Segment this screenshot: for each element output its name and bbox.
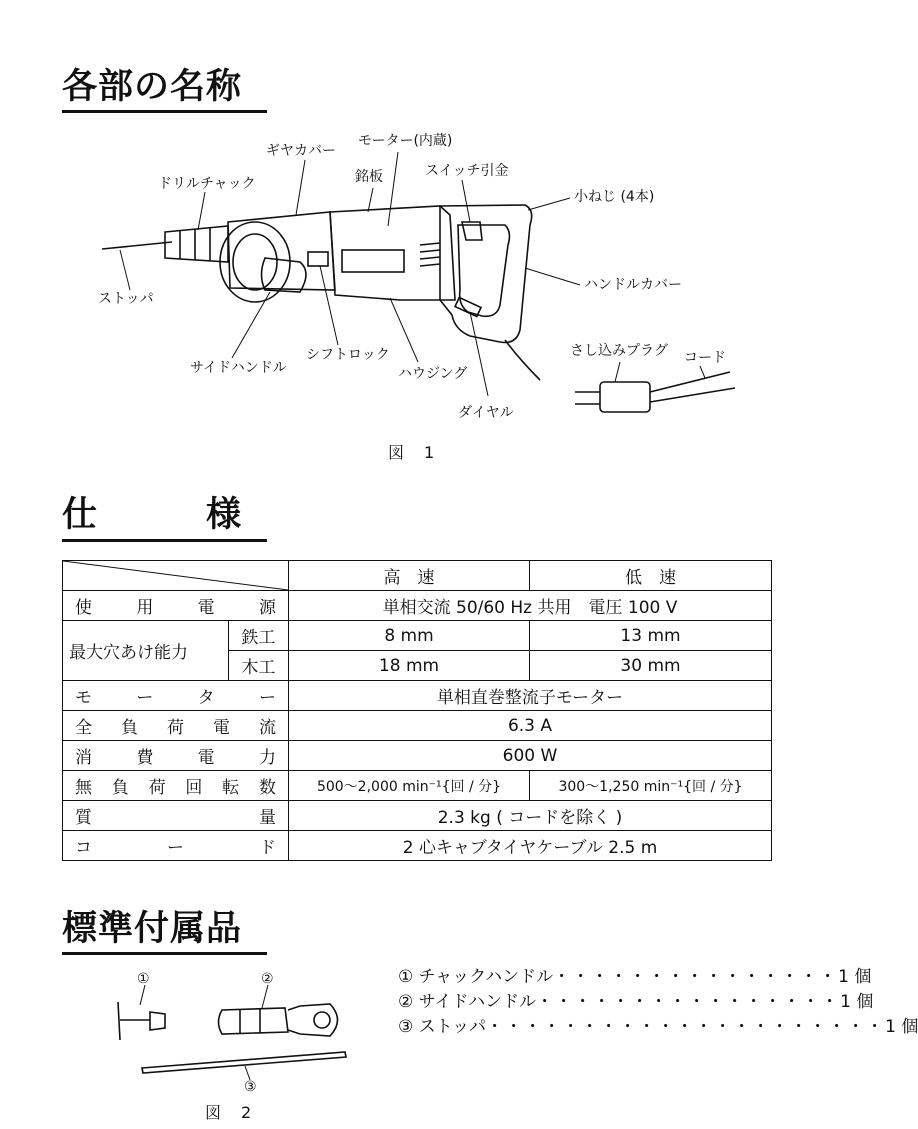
row-label-capacity: 最大穴あけ能力 [63,621,229,681]
row-label-speed: 無 負 荷 回 転 数 [63,771,289,801]
accessory-item: ③ ストッパ・・・・・・・・・・・・・・・・・・・・・1 個 [398,1017,918,1037]
side-handle-body [219,1008,289,1034]
figure1-caption: 図 1 [388,443,437,462]
row-label-power: 使 用 電 源 [63,591,289,621]
label-gear-cover: ギヤカバー [266,143,336,159]
value-motor: 単相直巻整流子モーター [289,681,772,711]
chuck-handle-bar [118,1002,120,1040]
label-shift-lock: シフトロック [306,347,390,363]
label-cord: コード [684,350,726,366]
header-low-speed: 低 速 [530,561,772,591]
section-title-accessories: 標準付属品 [62,909,243,949]
value-speed-low: 300～1,250 min⁻¹{回 / 分} [530,771,772,801]
row-label-current: 全 負 荷 電 流 [63,711,289,741]
value-cord: 2 心キャブタイヤケーブル 2.5 m [289,831,772,861]
chuck-handle-gear [150,1012,165,1030]
marker-3: ③ [244,1079,257,1095]
row-label-motor: モ ー タ ー [63,681,289,711]
value-current: 6.3 A [289,711,772,741]
label-dial: ダイヤル [458,405,514,421]
label-motor: モーター(内蔵) [358,133,453,149]
row-label-mass: 質 量 [63,801,289,831]
value-wood-high: 18 mm [289,651,530,681]
label-housing: ハウジング [398,366,468,382]
accessory-item: ① チャックハンドル・・・・・・・・・・・・・・・1 個 [398,967,872,987]
row-label-cord: コ ー ド [63,831,289,861]
value-speed-high: 500～2,000 min⁻¹{回 / 分} [289,771,530,801]
section-title-spec: 仕 様 [62,495,243,535]
row-label-consumption: 消 費 電 力 [63,741,289,771]
label-handle-cover: ハンドルカバー [584,277,682,293]
value-mass: 2.3 kg ( コードを除く ) [289,801,772,831]
label-screws: 小ねじ (4本) [574,189,655,205]
label-nameplate: 銘板 [355,169,383,185]
value-power: 単相交流 50/60 Hz 共用 電圧 100 V [289,591,772,621]
figure2-caption: 図 2 [205,1103,254,1122]
value-iron-low: 13 mm [530,621,772,651]
row-label-wood: 木工 [228,651,288,681]
header-high-speed: 高 速 [289,561,530,591]
value-consumption: 600 W [289,741,772,771]
marker-1: ① [137,971,150,987]
section-title-names: 各部の名称 [62,67,243,107]
label-switch: スイッチ引金 [425,163,509,179]
label-plug: さし込みプラグ [570,343,668,359]
label-drill-chuck: ドリルチャック [158,176,256,192]
value-wood-low: 30 mm [530,651,772,681]
marker-2: ② [261,971,274,987]
label-side-handle: サイドハンドル [190,360,287,376]
accessory-item: ② サイドハンドル・・・・・・・・・・・・・・・・1 個 [398,992,874,1012]
label-stopper: ストッパ [98,291,154,307]
value-iron-high: 8 mm [289,621,530,651]
stopper-rod-accessory [142,1052,346,1073]
row-label-iron: 鉄工 [228,621,288,651]
